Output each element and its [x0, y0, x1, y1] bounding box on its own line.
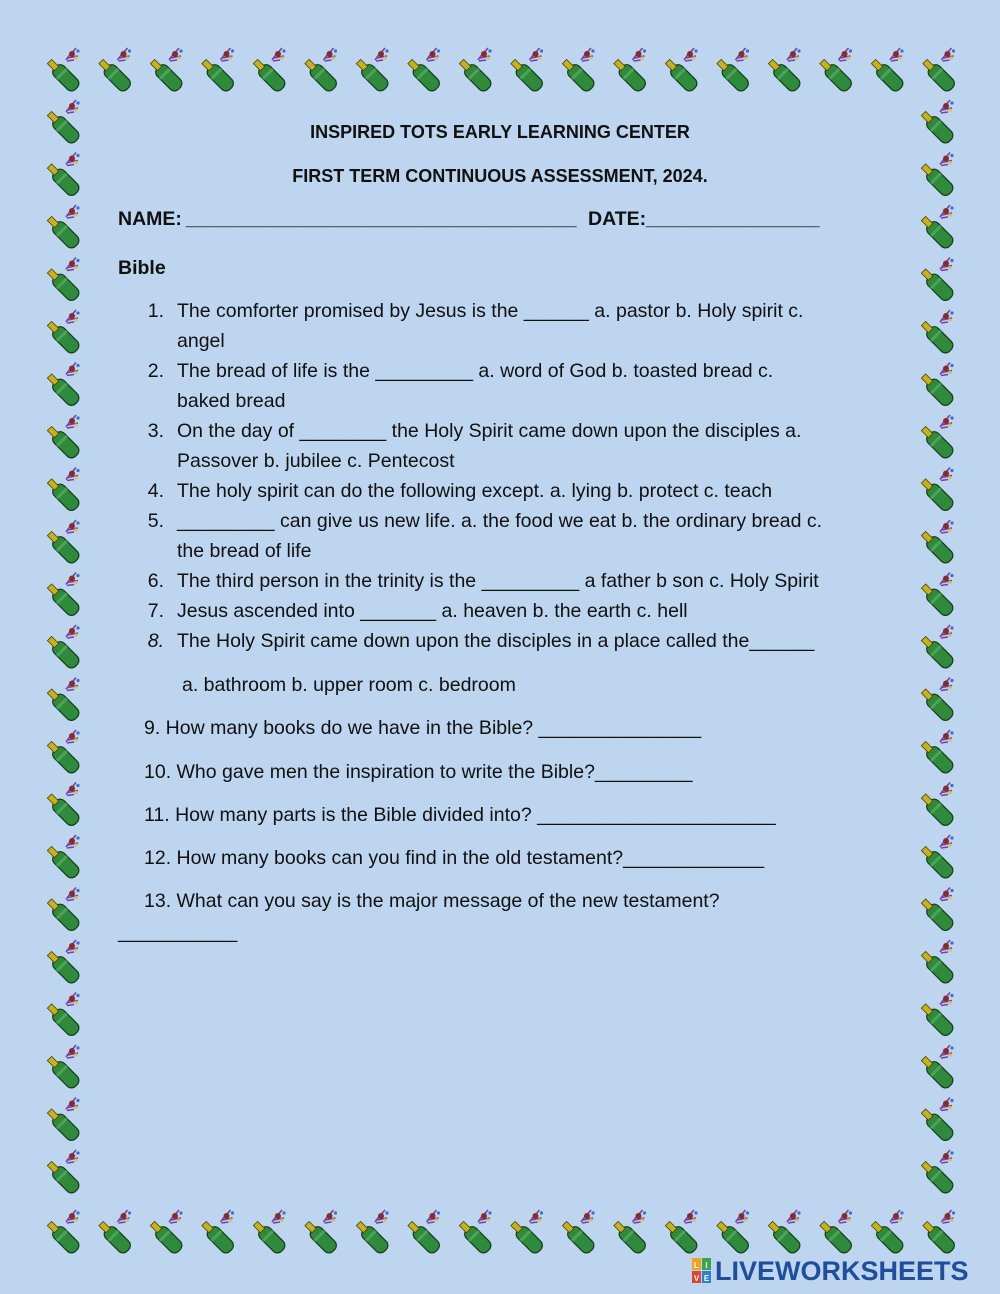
- name-field[interactable]: ____________________________________: [186, 208, 577, 230]
- question-number: 2.: [147, 360, 164, 382]
- question-options: a. bathroom b. upper room c. bedroom: [182, 674, 516, 696]
- question-text: On the day of ________ the Holy Spirit came down upon the disciples a.: [177, 420, 802, 442]
- question-text: The Holy Spirit came down upon the disciples in a place called the______: [177, 630, 815, 652]
- svg-text:V: V: [693, 1274, 700, 1283]
- subject-heading: Bible: [118, 257, 166, 279]
- answer-blank[interactable]: ___________: [118, 921, 238, 943]
- question-number: 5.: [147, 510, 164, 532]
- question-text-cont: angel: [177, 330, 225, 352]
- school-title: INSPIRED TOTS EARLY LEARNING CENTER: [310, 122, 690, 142]
- watermark-text: LIVEWORKSHEETS: [715, 1255, 969, 1286]
- date-label: DATE:: [588, 208, 647, 230]
- question-number: 3.: [147, 420, 164, 442]
- question-text-cont: Passover b. jubilee c. Pentecost: [177, 450, 455, 472]
- name-label: NAME:: [118, 208, 182, 230]
- question-number: 1.: [147, 300, 164, 322]
- question-number: 8.: [147, 630, 164, 652]
- question-text: The comforter promised by Jesus is the ______ a. pastor b. Holy spirit c.: [177, 300, 804, 322]
- svg-text:I: I: [705, 1261, 708, 1270]
- open-question: 12. How many books can you find in the old testament?_____________: [144, 847, 765, 869]
- open-question: 10. Who gave men the inspiration to write the Bible?_________: [144, 761, 693, 783]
- svg-text:E: E: [703, 1274, 710, 1283]
- open-question: 9. How many books do we have in the Bible? _______________: [144, 717, 702, 739]
- open-question: 13. What can you say is the major message of the new testament?: [144, 890, 720, 912]
- question-number: 4.: [147, 480, 164, 502]
- liveworksheets-logo-icon: [692, 1258, 712, 1284]
- question-text: The holy spirit can do the following except. a. lying b. protect c. teach: [177, 480, 773, 502]
- question-text: _________ can give us new life. a. the food we eat b. the ordinary bread c.: [177, 510, 823, 532]
- question-number: 6.: [147, 570, 164, 592]
- question-text: The bread of life is the _________ a. word of God b. toasted bread c.: [177, 360, 774, 382]
- liveworksheets-watermark: [692, 1254, 969, 1288]
- open-question: 11. How many parts is the Bible divided into? ______________________: [144, 804, 776, 826]
- date-field[interactable]: ________________: [646, 208, 820, 230]
- assessment-title: FIRST TERM CONTINUOUS ASSESSMENT, 2024.: [292, 166, 708, 186]
- question-text: The third person in the trinity is the _________ a father b son c. Holy Spirit: [177, 570, 819, 592]
- question-text-cont: baked bread: [177, 390, 286, 412]
- question-number: 7.: [147, 600, 164, 622]
- svg-text:L: L: [694, 1261, 699, 1270]
- question-text-cont: the bread of life: [177, 540, 312, 562]
- question-text: Jesus ascended into _______ a. heaven b. the earth c. hell: [177, 600, 688, 622]
